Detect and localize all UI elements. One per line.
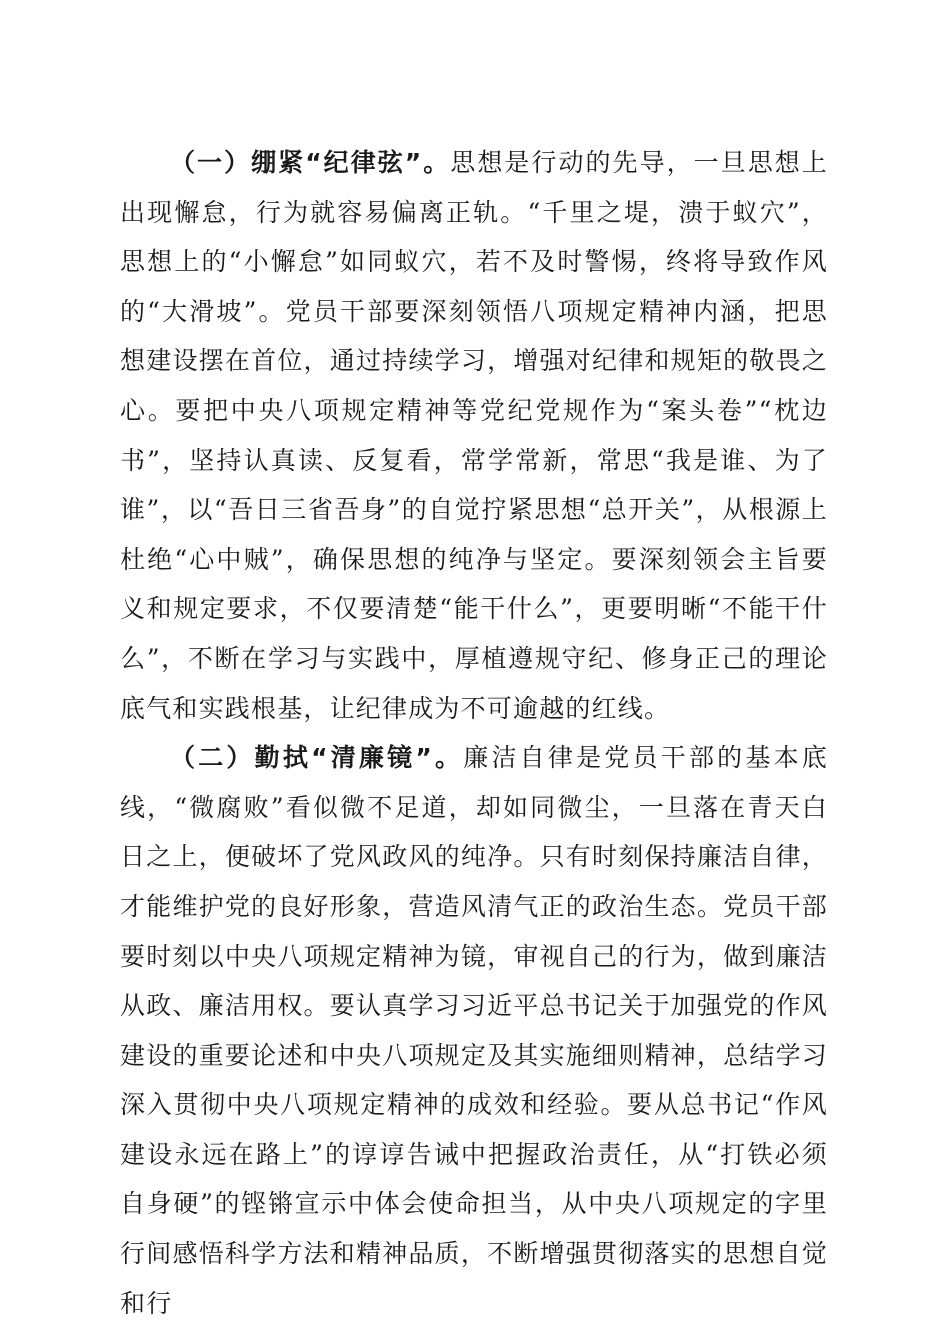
paragraph-integrity bbox=[120, 733, 828, 1328]
paragraph-heading: （二）勤拭“清廉镜”。 bbox=[170, 743, 464, 773]
paragraph-text: 思想是行动的先导，一旦思想上出现懈怠，行为就容易偏离正轨。“千里之堤，溃于蚁穴”，思想上的“小懈怠”如同蚁穴，若不及时警惕，终将导致作风的“大滑坡”。党员干部要深刻领悟八项规定精神内涵，把思想建设摆在首位，通过持续学习，增强对纪律和规矩的敬畏之心。要把中央八项规定精神等党纪党规作为“案头卷”“枕边书”，坚持认真读、反复看，常学常新，常思“我是谁、为了谁”，以“吾日三省吾身”的自觉拧紧思想“总开关”，从根源上杜绝“心中贼”，确保思想的纯净与坚定。要深刻领会主旨要义和规定要求，不仅要清楚“能干什么”，更要明晰“不能干什么”，不断在学习与实践中，厚植遵规守纪、修身正己的理论底气和实践根基，让纪律成为不可逾越的红线。 bbox=[120, 148, 828, 723]
paragraph-discipline bbox=[120, 138, 828, 733]
document-body bbox=[120, 138, 828, 1328]
paragraph-heading: （一）绷紧“纪律弦”。 bbox=[170, 148, 451, 177]
paragraph-text: 廉洁自律是党员干部的基本底线，“微腐败”看似微不足道，却如同微尘，一旦落在青天白日之上，便破坏了党风政风的纯净。只有时刻保持廉洁自律，才能维护党的良好形象，营造风清气正的政治生态。党员干部要时刻以中央八项规定精神为镜，审视自己的行为，做到廉洁从政、廉洁用权。要认真学习习近平总书记关于加强党的作风建设的重要论述和中央八项规定及其实施细则精神，总结学习深入贯彻中央八项规定精神的成效和经验。要从总书记“作风建设永远在路上”的谆谆告诫中把握政治责任，从“打铁必须自身硬”的铿锵宣示中体会使命担当，从中央八项规定的字里行间感悟科学方法和精神品质，不断增强贯彻落实的思想自觉和行 bbox=[120, 743, 829, 1318]
